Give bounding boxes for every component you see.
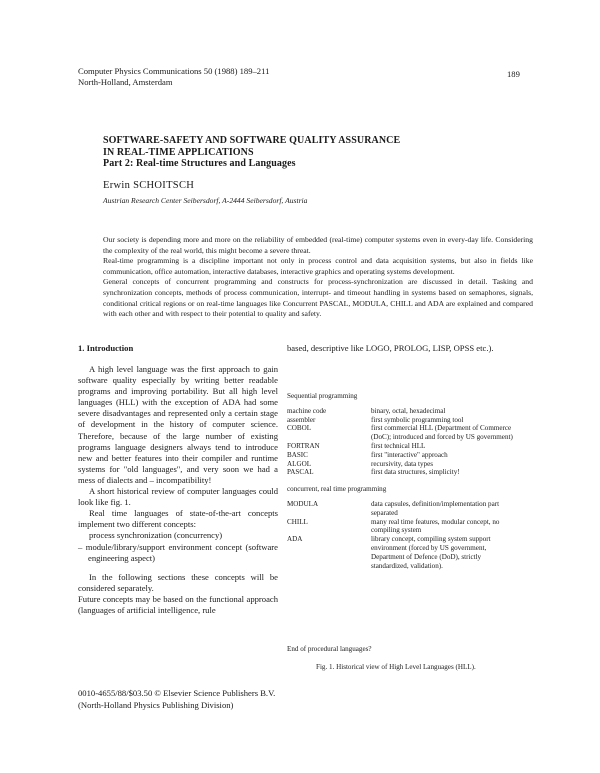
footer-line-1: 0010-4655/88/$03.50 © Elsevier Science Publishers B.V.	[78, 688, 276, 698]
table-row	[287, 451, 527, 460]
right-column-continuation: based, descriptive like LOGO, PROLOG, LISP, OPSS etc.).	[287, 343, 494, 353]
author-affiliation: Austrian Research Center Seibersdorf, A-2444 Seibersdorf, Austria	[103, 196, 308, 205]
table-row	[287, 460, 527, 469]
language-description: first "interactive" approach	[371, 450, 448, 459]
table-subheading: concurrent, real time programming	[287, 485, 387, 494]
language-name: ALGOL	[287, 459, 312, 468]
title-line-2: IN REAL-TIME APPLICATIONS	[103, 146, 254, 158]
table-heading: Sequential programming	[287, 392, 358, 400]
intro-paragraph-1: A high level language was the first approach to gain software quality especially by writing better readable programs and improving portability. But all high level languages (HLL) with the exception of ADA had some severe disadvantages and represented only a certain stage of development in the history of computer science. Therefore, because of the large number of existing programs language designers always tend to introduce new and better features into their compiler and runtime systems for "old languages", and very soon we had a mess of dialects and – incompatibility!	[78, 364, 278, 485]
intro-paragraph-5: Future concepts may be based on the functional approach (languages of artificial intelligence, rule	[78, 593, 278, 615]
abstract	[103, 235, 533, 320]
language-description: first commercial HLL (Department of Commerce (DoC); introduced and forced by US government)	[371, 424, 513, 442]
table-row	[287, 468, 527, 477]
left-column-text	[78, 364, 278, 616]
paper-title	[103, 135, 400, 170]
language-name: BASIC	[287, 450, 308, 459]
language-name: FORTRAN	[287, 441, 320, 450]
intro-paragraph-4: In the following sections these concepts will be considered separately.	[78, 571, 278, 593]
language-description: many real time features, modular concept, no compiling system	[371, 517, 500, 535]
table-row	[287, 518, 527, 536]
author-name: Erwin SCHOITSCH	[103, 180, 195, 191]
journal-line-2: North-Holland, Amsterdam	[78, 77, 173, 87]
table-row	[287, 500, 527, 518]
table-row	[287, 407, 527, 416]
language-description: recursivity, data types	[371, 459, 433, 468]
table-row	[287, 442, 527, 451]
table-row	[287, 424, 527, 442]
intro-paragraph-2: A short historical review of computer languages could look like fig. 1.	[78, 486, 278, 508]
section-heading: 1. Introduction	[78, 343, 134, 353]
footer-line-2: (North-Holland Physics Publishing Division)	[78, 699, 234, 710]
list-item: – module/library/support environment concept (software engineering aspect)	[78, 541, 278, 563]
figure-end-text: End of procedural languages?	[287, 645, 372, 653]
journal-header	[78, 66, 269, 88]
page-number: 189	[507, 69, 520, 79]
language-description: binary, octal, hexadecimal	[371, 406, 446, 415]
copyright-footer	[78, 688, 275, 711]
language-description: first data structures, simplicity!	[371, 468, 460, 477]
table-row	[287, 535, 527, 570]
journal-line-1: Computer Physics Communications 50 (1988) 189–211	[78, 66, 270, 76]
abstract-paragraph-2: Real-time programming is a discipline important not only in process control and data acquisition systems, but also in fields like communication, office automation, interactive databases, interactive graphics and operating systems development.	[103, 256, 533, 276]
language-name: COBOL	[287, 424, 312, 433]
list-item: process synchronization (concurrency)	[89, 530, 223, 541]
language-name: ADA	[287, 535, 303, 544]
language-description: data capsules, definition/implementation part separated	[371, 499, 500, 517]
table-row	[287, 416, 527, 425]
title-line-3: Part 2: Real-time Structures and Languages	[103, 158, 296, 169]
intro-paragraph-3: Real time languages of state-of-the-art concepts implement two different concepts:	[78, 508, 278, 530]
figure-1-table	[287, 392, 527, 570]
language-description: first symbolic programming tool	[371, 415, 464, 424]
language-description: library concept, compiling system support environment (forced by US government, Department of Defence (DoD), strictly standardized, validation).	[371, 535, 491, 570]
title-line-1: SOFTWARE-SAFETY AND SOFTWARE QUALITY ASSURANCE	[103, 135, 401, 146]
language-name: assembler	[287, 415, 316, 424]
concept-list	[78, 530, 278, 563]
language-name: MODULA	[287, 499, 319, 508]
language-name: PASCAL	[287, 468, 314, 477]
language-name: machine code	[287, 406, 327, 415]
abstract-paragraph-1: Our society is depending more and more on the reliability of embedded (real-time) computer systems even in every-day life. Considering the complexity of the real world, this might become a severe threat.	[103, 235, 533, 255]
language-description: first technical HLL	[371, 441, 426, 450]
language-name: CHILL	[287, 517, 308, 526]
figure-caption: Fig. 1. Historical view of High Level Languages (HLL).	[316, 663, 476, 671]
abstract-paragraph-3: General concepts of concurrent programming and constructs for process-synchronization are discussed in detail. Tasking and synchronization concepts, methods of process communication, interrupt- and timeout handling in systems based on semaphores, signals, conditional critical regions or on real-time languages like Concurrent PASCAL, MODULA, CHILL and ADA are explained and compared with each other and with respect to their potential to quality and safety.	[103, 277, 533, 319]
